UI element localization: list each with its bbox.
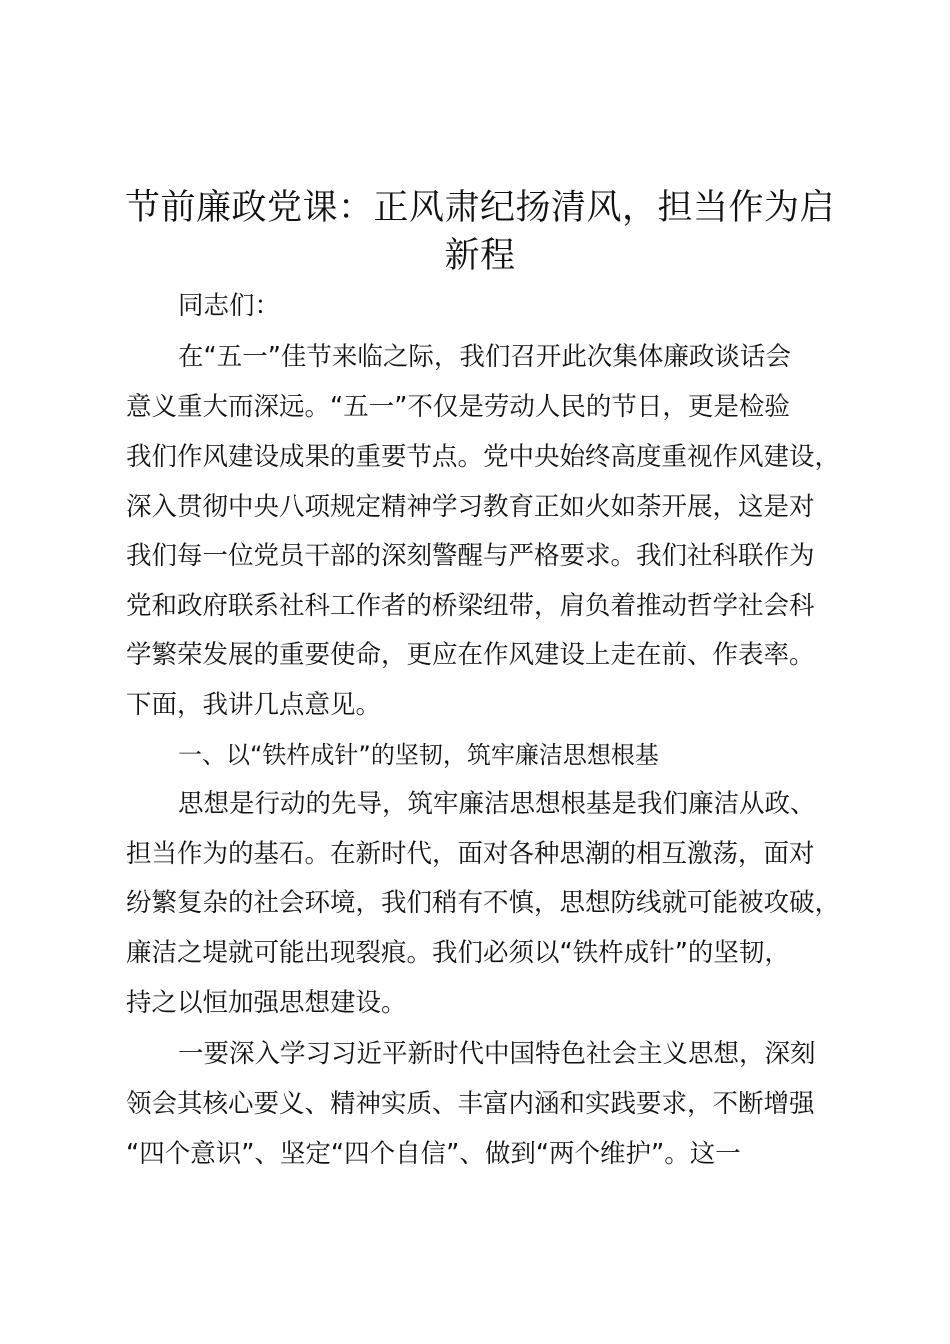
paragraph-line: 廉洁之堤就可能出现裂痕。我们必须以“铁杵成针”的坚韧，	[126, 938, 790, 968]
paragraph-line: “四个意识”、坚定“四个自信”、做到“两个维护”。这一	[126, 1139, 741, 1169]
paragraph-line: 持之以恒加强思想建设。	[126, 988, 407, 1018]
paragraph-line: 我们作风建设成果的重要节点。党中央始终高度重视作风建设，	[126, 442, 841, 472]
paragraph-line: 一要深入学习习近平新时代中国特色社会主义思想，深刻	[178, 1039, 816, 1069]
paragraph-line: 意义重大而深远。“五一”不仅是劳动人民的节日，更是检验	[126, 392, 790, 422]
section-heading: 一、以“铁杵成针”的坚韧，筑牢廉洁思想根基	[178, 741, 659, 769]
paragraph-line: 在“五一”佳节来临之际，我们召开此次集体廉政谈话会	[178, 342, 791, 372]
paragraph-line: 领会其核心要义、精神实质、丰富内涵和实践要求，不断增强	[126, 1089, 815, 1119]
document-title-line-2: 新程	[444, 236, 516, 276]
paragraph-line: 下面，我讲几点意见。	[126, 690, 382, 720]
paragraph-line: 党和政府联系社科工作者的桥梁纽带，肩负着推动哲学社会科	[126, 591, 815, 621]
salutation: 同志们：	[178, 291, 281, 321]
paragraph-line: 思想是行动的先导，筑牢廉洁思想根基是我们廉洁从政、	[178, 789, 816, 819]
paragraph-line: 我们每一位党员干部的深刻警醒与严格要求。我们社科联作为	[126, 541, 815, 571]
paragraph-line: 学繁荣发展的重要使命，更应在作风建设上走在前、作表率。	[126, 640, 815, 670]
paragraph-line: 深入贯彻中央八项规定精神学习教育正如火如荼开展，这是对	[126, 492, 815, 522]
paragraph-line: 纷繁复杂的社会环境，我们稍有不慎，思想防线就可能被攻破，	[126, 888, 841, 918]
paragraph-line: 担当作为的基石。在新时代，面对各种思潮的相互激荡，面对	[126, 839, 815, 869]
document-title-line-1: 节前廉政党课：正风肃纪扬清风，担当作为启	[124, 188, 835, 228]
